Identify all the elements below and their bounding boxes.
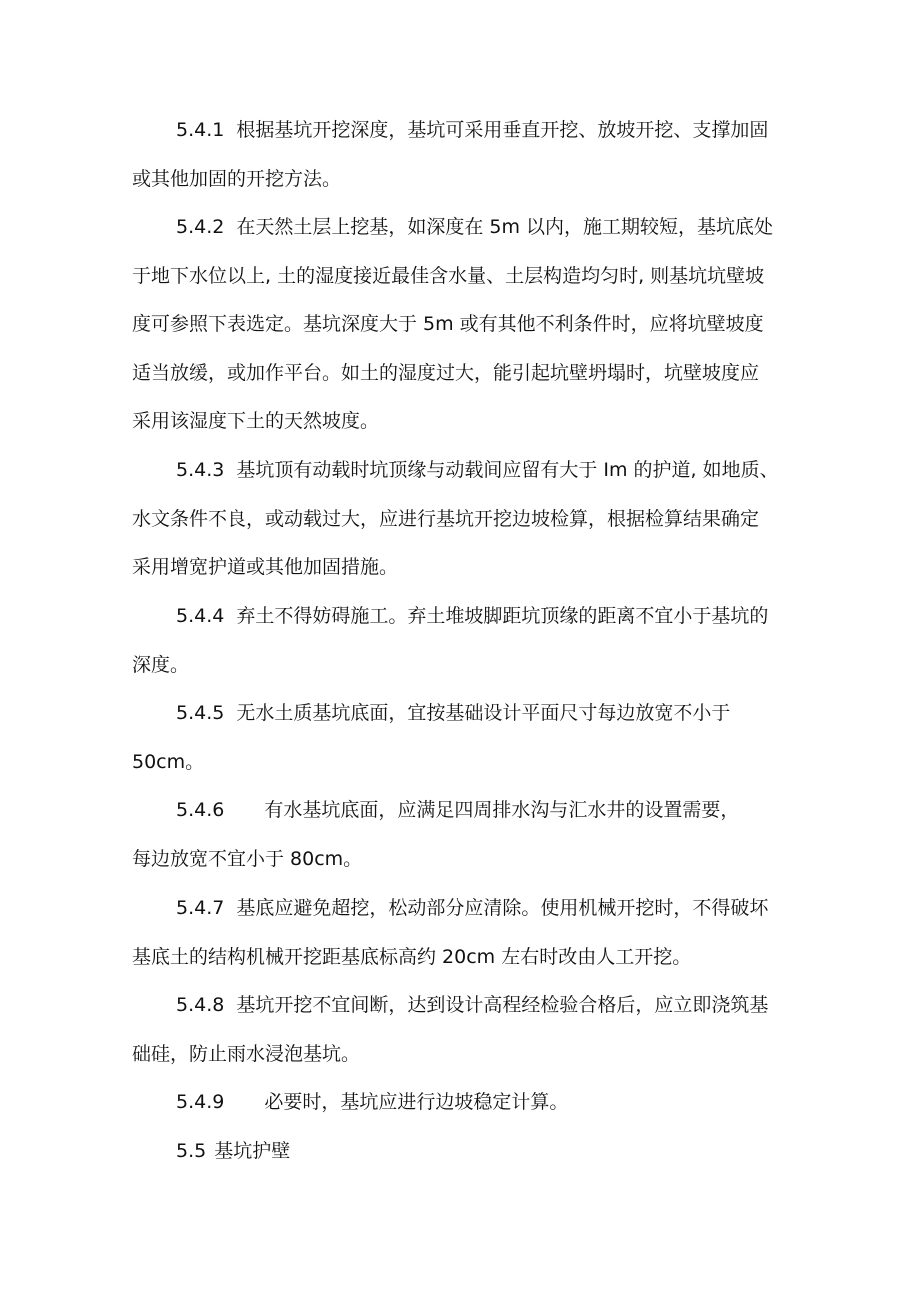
clause-number: 5.4.9 xyxy=(176,1091,225,1113)
clause-text: 有水基坑底面，应满足四周排水沟与汇水井的设置需要， xyxy=(264,799,740,821)
clause-line: 深度。 xyxy=(132,653,190,676)
clause-5-4-4 xyxy=(132,592,796,689)
clause-5-4-3 xyxy=(132,446,796,592)
clause-number: 5.4.1 xyxy=(176,119,225,141)
clause-5-4-5 xyxy=(132,689,796,786)
clause-line: 础硅，防止雨水浸泡基坑。 xyxy=(132,1042,361,1065)
clause-line xyxy=(132,1127,796,1176)
section-5-5-heading xyxy=(132,1127,796,1176)
clause-number: 5.4.2 xyxy=(176,216,225,238)
clause-line xyxy=(132,884,796,933)
clause-5-4-8 xyxy=(132,981,796,1078)
clause-line xyxy=(132,203,796,252)
clause-5-4-7 xyxy=(132,884,796,981)
clause-line: 基底土的结构机械开挖距基底标高约 20cm 左右时改由人工开挖。 xyxy=(132,945,692,968)
clause-line xyxy=(132,592,796,641)
clause-line: 度可参照下表选定。基坑深度大于 5m 或有其他不利条件时，应将坑壁坡度 xyxy=(132,313,764,336)
clause-line: 每边放宽不宜小于 80cm。 xyxy=(132,847,363,870)
clause-text: 无水土质基坑底面，宜按基础设计平面尺寸每边放宽不小于 xyxy=(236,702,731,724)
clause-line: 50cm。 xyxy=(132,750,205,773)
clause-line xyxy=(132,1078,796,1127)
clause-5-4-9 xyxy=(132,1078,796,1127)
clause-text: 基坑开挖不宜间断，达到设计高程经检验合格后，应立即浇筑基 xyxy=(236,994,769,1016)
clause-text: 在天然土层上挖基，如深度在 5m 以内，施工期较短，基坑底处 xyxy=(236,216,774,238)
clause-text: 基底应避免超挖，松动部分应清除。使用机械开挖时，不得破坏 xyxy=(236,897,769,919)
clause-line: 适当放缓，或加作平台。如土的湿度过大，能引起坑壁坍塌时，坑壁坡度应 xyxy=(132,361,760,384)
clause-number: 5.5 xyxy=(176,1140,207,1162)
clause-number: 5.4.8 xyxy=(176,994,225,1016)
clause-number: 5.4.7 xyxy=(176,897,225,919)
clause-5-4-6 xyxy=(132,786,796,883)
clause-line xyxy=(132,446,796,495)
clause-number: 5.4.6 xyxy=(176,799,225,821)
clause-line: 采用增宽护道或其他加固措施。 xyxy=(132,556,399,579)
clause-line: 水文条件不良，或动载过大，应进行基坑开挖边坡检算，根据检算结果确定 xyxy=(132,507,760,530)
clause-number: 5.4.3 xyxy=(176,459,225,481)
clause-text: 基坑顶有动载时坑顶缘与动载间应留有大于 Im 的护道, 如地质、 xyxy=(236,459,779,481)
clause-line xyxy=(132,981,796,1030)
clause-line xyxy=(132,106,796,155)
clause-text: 根据基坑开挖深度，基坑可采用垂直开挖、放坡开挖、支撑加固 xyxy=(236,119,769,141)
clause-5-4-2 xyxy=(132,203,796,446)
clause-number: 5.4.4 xyxy=(176,605,225,627)
clause-line: 于地下水位以上, 土的湿度接近最佳含水量、土层构造均匀时, 则基坑坑壁坡 xyxy=(132,264,765,287)
clause-5-4-1 xyxy=(132,106,796,203)
clause-text: 必要时，基坑应进行边坡稳定计算。 xyxy=(264,1091,569,1113)
clause-line xyxy=(132,689,796,738)
clause-line: 采用该湿度下土的天然坡度。 xyxy=(132,410,380,433)
clause-number: 5.4.5 xyxy=(176,702,225,724)
clause-text: 弃土不得妨碍施工。弃土堆坡脚距坑顶缘的距离不宜小于基坑的 xyxy=(236,605,769,627)
clause-line xyxy=(132,786,796,835)
clause-line: 或其他加固的开挖方法。 xyxy=(132,167,342,190)
clause-text: 基坑护壁 xyxy=(214,1140,291,1162)
